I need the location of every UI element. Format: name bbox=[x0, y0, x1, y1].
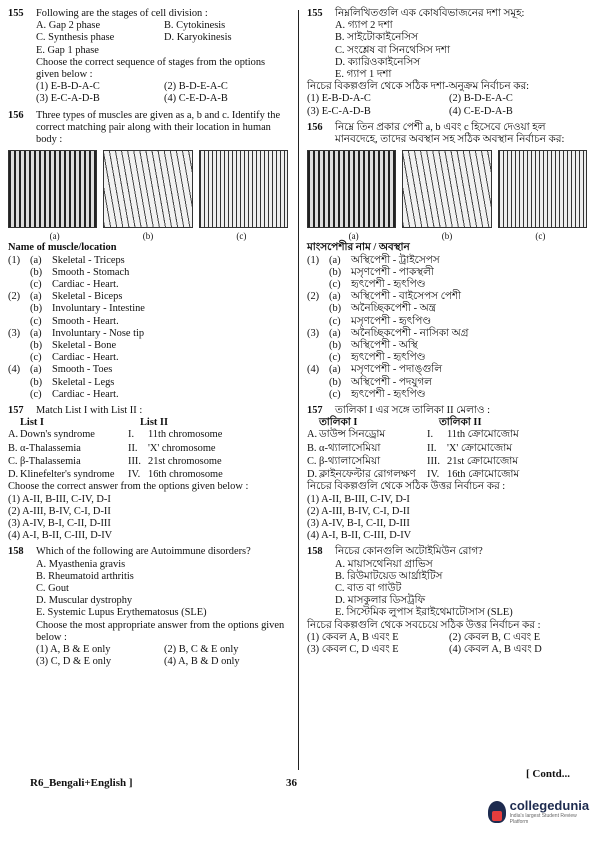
match-table bbox=[8, 429, 288, 481]
option[interactable]: (3) A-IV, B-I, C-II, D-III bbox=[8, 517, 111, 529]
pair-text: মসৃণপেশী - পাকস্থলী bbox=[351, 266, 434, 278]
disorder-item: D. Muscular dystrophy bbox=[36, 595, 133, 607]
row-key: A. bbox=[307, 429, 318, 441]
bengali-column bbox=[307, 8, 587, 660]
choose-instruction: নিচের বিকল্পগুলি থেকে সঠিক উত্তর নির্বাচন কর : bbox=[307, 481, 506, 493]
muscle-options bbox=[8, 255, 288, 401]
disorder-item: D. মাসকুলার ডিসট্রফি bbox=[335, 595, 426, 607]
stage-item: A. Gap 2 phase bbox=[36, 20, 101, 32]
question-text: Following are the stages of cell division : bbox=[36, 8, 208, 19]
pair-text: Cardiac - Heart. bbox=[52, 279, 119, 291]
stage-item: B. Cytokinesis bbox=[164, 20, 226, 32]
sub-label: (c) bbox=[329, 279, 341, 291]
question-155-bn bbox=[307, 8, 587, 118]
stage-item: D. Karyokinesis bbox=[164, 32, 232, 44]
row-item: 21st chromosome bbox=[148, 455, 222, 467]
pair-text: হৃৎপেশী - হৃৎপিণ্ড bbox=[351, 279, 426, 291]
question-text: নিম্নলিখিতগুলি এক কোষবিভাজনের দশা সমূহ: bbox=[335, 8, 525, 19]
stage-item: B. সাইটোকাইনেসিস bbox=[335, 32, 419, 44]
list-heading: তালিকা II bbox=[439, 417, 482, 429]
question-158-en bbox=[8, 546, 288, 668]
row-item: 11th chromosome bbox=[148, 429, 223, 441]
pair-text: Skeletal - Biceps bbox=[52, 291, 123, 303]
row-item: 21st ক্রোমোজোম bbox=[447, 455, 519, 467]
sub-label: (c) bbox=[30, 352, 42, 364]
question-number: 158 bbox=[8, 546, 24, 558]
choose-instruction: Choose the correct answer from the options given below : bbox=[8, 481, 249, 493]
question-158-bn bbox=[307, 546, 587, 656]
choose-instruction: নিচের বিকল্পগুলি থেকে সবচেয়ে সঠিক উত্তর নির্বাচন কর : bbox=[307, 619, 541, 631]
figure-label: (b) bbox=[441, 231, 453, 242]
row-key: A. bbox=[8, 429, 19, 441]
figure-label: (b) bbox=[142, 231, 154, 242]
row-item: α-Thalassemia bbox=[20, 442, 81, 454]
sub-label: (c) bbox=[30, 315, 42, 327]
question-157-en bbox=[8, 405, 288, 542]
pair-text: অস্থিপেশী - পদযুগল bbox=[351, 376, 432, 388]
row-key: D. bbox=[307, 469, 318, 481]
sub-label: (c) bbox=[329, 352, 341, 364]
row-item: 11th ক্রোমোজোম bbox=[447, 429, 519, 441]
row-item: 16th chromosome bbox=[148, 469, 223, 481]
row-key: B. bbox=[307, 442, 317, 454]
question-number: 157 bbox=[8, 405, 24, 417]
option[interactable]: (1) A-II, B-III, C-IV, D-I bbox=[307, 493, 410, 505]
option-number[interactable]: (1) bbox=[8, 254, 21, 266]
sub-label: (b) bbox=[329, 303, 342, 315]
row-item: α-থ্যালাসেমিয়া bbox=[319, 442, 381, 454]
option[interactable]: (3) E-C-A-D-B bbox=[36, 93, 100, 105]
pair-text: Smooth - Toes bbox=[52, 364, 113, 376]
option[interactable]: (4) A-I, B-II, C-III, D-IV bbox=[307, 530, 412, 542]
question-text: নিম্নে তিন প্রকার পেশী a, b এবং c হিসেবে দেওয়া হল মানবদেহে, তাদের অবস্থান সহ সঠিক অবস্থান নির্বাচন কর: bbox=[335, 121, 565, 146]
cardiac-muscle-image bbox=[199, 150, 288, 228]
option[interactable]: (1) A-II, B-III, C-IV, D-I bbox=[8, 493, 111, 505]
sub-label: (a) bbox=[30, 291, 42, 303]
question-text: Three types of muscles are given as a, b and c. Identify the correct matching pair along with their location in human body : bbox=[36, 109, 281, 146]
pair-text: Skeletal - Triceps bbox=[52, 254, 125, 266]
option[interactable]: (2) B-D-E-A-C bbox=[449, 93, 513, 105]
pair-text: অস্থিপেশী - অস্থি bbox=[351, 340, 418, 352]
row-key: III. bbox=[128, 455, 141, 467]
option[interactable]: (2) B, C & E only bbox=[164, 643, 239, 655]
pair-text: Cardiac - Heart. bbox=[52, 388, 119, 400]
row-key: D. bbox=[8, 469, 19, 481]
disorder-item: C. Gout bbox=[36, 582, 69, 594]
option[interactable]: (1) A, B & E only bbox=[36, 643, 111, 655]
row-key: C. bbox=[8, 455, 18, 467]
stage-item: C. সংশ্লেষ বা সিনথেসিস দশা bbox=[335, 44, 451, 56]
option[interactable]: (2) কেবল B, C এবং E bbox=[449, 631, 541, 643]
row-key: II. bbox=[128, 442, 138, 454]
stage-item: E. Gap 1 phase bbox=[36, 44, 99, 56]
pair-text: মসৃণপেশী - পদাঙ্গুলি bbox=[351, 364, 442, 376]
pair-text: Involuntary - Intestine bbox=[52, 303, 145, 315]
choose-instruction: Choose the most appropriate answer from the options given below : bbox=[36, 619, 285, 643]
owl-icon bbox=[488, 801, 506, 823]
disorder-item: A. Myasthenia gravis bbox=[36, 558, 126, 570]
question-number: 156 bbox=[307, 121, 323, 133]
sub-label: (b) bbox=[329, 340, 342, 352]
sub-label: (a) bbox=[329, 254, 341, 266]
question-156-en bbox=[8, 110, 288, 401]
pair-text: মসৃণপেশী - হৃৎপিণ্ড bbox=[351, 315, 432, 327]
question-text: নিচের কোনগুলি অটোইমিউন রোগ? bbox=[335, 546, 483, 558]
question-156-bn bbox=[307, 122, 587, 401]
option[interactable]: (4) C-E-D-A-B bbox=[164, 93, 228, 105]
column-heading: Name of muscle/location bbox=[8, 242, 117, 254]
pair-text: অস্থিপেশী - ট্রাইসেপস bbox=[351, 254, 440, 266]
sub-label: (b) bbox=[30, 266, 43, 278]
pair-text: Involuntary - Nose tip bbox=[52, 327, 145, 339]
smooth-muscle-image bbox=[103, 150, 192, 228]
pair-text: অনৈচ্ছিকপেশী - অন্ত্র bbox=[351, 303, 436, 315]
option[interactable]: (1) E-B-D-A-C bbox=[36, 81, 100, 93]
pair-text: Smooth - Stomach bbox=[52, 266, 130, 278]
sub-label: (b) bbox=[329, 376, 342, 388]
question-text: Which of the following are Autoimmune disorders? bbox=[36, 546, 251, 558]
figure-label: (a) bbox=[348, 231, 359, 242]
option[interactable]: (4) C-E-D-A-B bbox=[449, 105, 513, 117]
figure-label: (a) bbox=[49, 231, 60, 242]
option[interactable]: (2) A-III, B-IV, C-I, D-II bbox=[8, 505, 111, 517]
row-item: 16th ক্রোমোজোম bbox=[447, 469, 520, 481]
pair-text: Skeletal - Bone bbox=[52, 340, 117, 352]
option[interactable]: (3) A-IV, B-I, C-II, D-III bbox=[307, 517, 410, 529]
smooth-muscle-image bbox=[402, 150, 491, 228]
muscle-figure bbox=[307, 150, 587, 228]
stage-item: C. Synthesis phase bbox=[36, 32, 115, 44]
row-item: 'X' chromosome bbox=[148, 442, 216, 454]
question-155-en bbox=[8, 8, 288, 106]
row-key: B. bbox=[8, 442, 18, 454]
option[interactable]: (3) E-C-A-D-B bbox=[307, 105, 371, 117]
stage-item: E. গ্যাপ 1 দশা bbox=[335, 69, 392, 81]
row-item: ক্লাইনফেল্টার রোগলক্ষণ bbox=[319, 469, 416, 481]
stage-item: A. গ্যাপ 2 দশা bbox=[335, 20, 393, 32]
row-item: β-Thalassemia bbox=[20, 455, 81, 467]
page-number: 36 bbox=[286, 777, 297, 789]
cardiac-muscle-image bbox=[498, 150, 587, 228]
list-heading: List I bbox=[20, 417, 44, 429]
disorder-item: B. রিউমাটয়েড আর্থ্রাইটিস bbox=[335, 570, 443, 582]
choose-instruction: নিচের বিকল্পগুলি থেকে সঠিক দশা-অনুক্রম নির্বাচন কর: bbox=[307, 81, 530, 93]
match-table bbox=[307, 429, 587, 481]
disorder-item: C. বাত বা গাউট bbox=[335, 582, 402, 594]
sub-label: (a) bbox=[30, 327, 42, 339]
column-divider bbox=[298, 10, 299, 770]
option-number[interactable]: (4) bbox=[307, 364, 320, 376]
collegedunia-logo bbox=[488, 798, 595, 825]
row-item: Down's syndrome bbox=[20, 429, 95, 441]
option[interactable]: (4) A, B & D only bbox=[164, 656, 240, 668]
english-column bbox=[8, 8, 288, 672]
sub-label: (b) bbox=[329, 266, 342, 278]
sub-label: (b) bbox=[30, 376, 43, 388]
row-key: IV. bbox=[427, 469, 440, 481]
sub-label: (b) bbox=[30, 340, 43, 352]
sub-label: (c) bbox=[30, 388, 42, 400]
question-number: 157 bbox=[307, 405, 323, 417]
list-heading: তালিকা I bbox=[319, 417, 358, 429]
option-number[interactable]: (2) bbox=[307, 291, 320, 303]
sub-label: (a) bbox=[329, 291, 341, 303]
row-item: Klinefelter's syndrome bbox=[20, 469, 115, 481]
option-number[interactable]: (2) bbox=[8, 291, 21, 303]
option[interactable]: (2) B-D-E-A-C bbox=[164, 81, 228, 93]
sub-label: (c) bbox=[329, 315, 341, 327]
brand-name: collegedunia bbox=[509, 798, 590, 813]
question-number: 155 bbox=[307, 8, 323, 19]
option[interactable]: (4) কেবল A, B এবং D bbox=[449, 643, 542, 655]
skeletal-muscle-image bbox=[307, 150, 396, 228]
option[interactable]: (1) কেবল A, B এবং E bbox=[307, 631, 399, 643]
question-text: Match List I with List II : bbox=[36, 405, 143, 417]
question-number: 155 bbox=[8, 8, 24, 19]
row-item: β-থ্যালাসেমিয়া bbox=[319, 455, 381, 467]
sub-label: (c) bbox=[30, 279, 42, 291]
brand-tagline: India's largest Student Review Platform bbox=[509, 813, 577, 825]
continued-label: [ Contd... bbox=[526, 768, 571, 780]
row-key: I. bbox=[128, 429, 135, 441]
option-number[interactable]: (4) bbox=[8, 364, 21, 376]
sub-label: (a) bbox=[30, 254, 42, 266]
option-number[interactable]: (3) bbox=[307, 327, 320, 339]
pair-text: অস্থিপেশী - বাইসেপস পেশী bbox=[351, 291, 461, 303]
row-key: C. bbox=[307, 455, 317, 467]
pair-text: Smooth - Heart. bbox=[52, 315, 119, 327]
disorder-item: E. সিস্টেমিক লুপাস ইরাইথেমাটোসাস (SLE) bbox=[335, 607, 513, 619]
column-heading: মাংসপেশীর নাম / অবস্থান bbox=[307, 242, 410, 254]
option[interactable]: (4) A-I, B-II, C-III, D-IV bbox=[8, 530, 113, 542]
disorder-item: B. Rheumatoid arthritis bbox=[36, 570, 134, 582]
option[interactable]: (3) কেবল C, D এবং E bbox=[307, 643, 399, 655]
option-number[interactable]: (1) bbox=[307, 254, 320, 266]
pair-text: Cardiac - Heart. bbox=[52, 352, 119, 364]
pair-text: হৃৎপেশী - হৃৎপিণ্ড bbox=[351, 352, 426, 364]
option[interactable]: (2) A-III, B-IV, C-I, D-II bbox=[307, 505, 410, 517]
skeletal-muscle-image bbox=[8, 150, 97, 228]
row-item: ডাউন্স সিনড্রোম bbox=[319, 429, 386, 441]
row-key: I. bbox=[427, 429, 434, 441]
sub-label: (a) bbox=[329, 327, 341, 339]
stage-item: D. ক্যারিওকাইনেসিস bbox=[335, 56, 421, 68]
pair-text: অনৈচ্ছিকপেশী - নাসিকা অগ্র bbox=[351, 327, 469, 339]
option[interactable]: (1) E-B-D-A-C bbox=[307, 93, 371, 105]
sub-label: (c) bbox=[329, 388, 341, 400]
disorder-item: E. Systemic Lupus Erythematosus (SLE) bbox=[36, 607, 207, 619]
sub-label: (a) bbox=[30, 364, 42, 376]
sub-label: (a) bbox=[329, 364, 341, 376]
disorder-item: A. মায়াসথেনিয়া গ্রাভিস bbox=[335, 558, 433, 570]
muscle-options bbox=[307, 255, 587, 401]
question-text: তালিকা I এর সঙ্গে তালিকা II মেলাও : bbox=[335, 405, 491, 417]
choose-instruction: Choose the correct sequence of stages from the options given below : bbox=[36, 56, 266, 81]
figure-label: (c) bbox=[236, 231, 247, 242]
option[interactable]: (3) C, D & E only bbox=[36, 656, 112, 668]
row-key: III. bbox=[427, 455, 440, 467]
figure-label: (c) bbox=[535, 231, 546, 242]
question-number: 156 bbox=[8, 109, 24, 121]
paper-code: R6_Bengali+English ] bbox=[30, 777, 133, 789]
row-key: IV. bbox=[128, 469, 141, 481]
muscle-figure bbox=[8, 150, 288, 228]
pair-text: হৃৎপেশী - হৃৎপিণ্ড bbox=[351, 388, 426, 400]
row-item: 'X' ক্রোমোজোম bbox=[447, 442, 512, 454]
question-157-bn bbox=[307, 405, 587, 542]
sub-label: (b) bbox=[30, 303, 43, 315]
question-number: 158 bbox=[307, 546, 323, 558]
option-number[interactable]: (3) bbox=[8, 327, 21, 339]
list-heading: List II bbox=[140, 417, 169, 429]
pair-text: Skeletal - Legs bbox=[52, 376, 115, 388]
row-key: II. bbox=[427, 442, 437, 454]
